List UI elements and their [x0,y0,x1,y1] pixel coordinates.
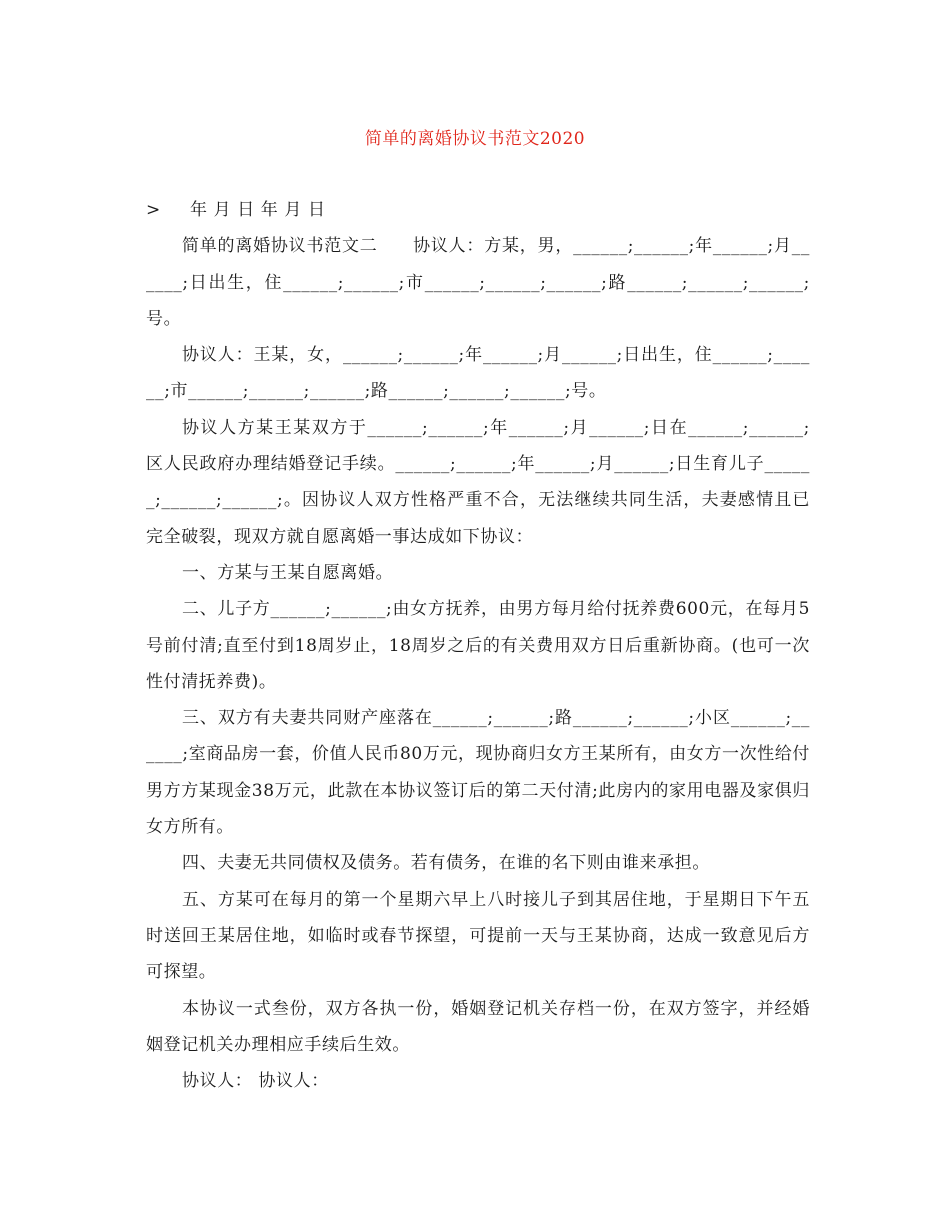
paragraph-clause-5: 五、方某可在每月的第一个星期六早上八时接儿子到其居住地，于星期日下午五时送回王某居住地，如临时或春节探望，可提前一天与王某协商，达成一致意见后方可探望。 [146,889,810,983]
signature-line: 协议人： 协议人： [182,1071,329,1092]
paragraph-copies: 本协议一式叁份，双方各执一份，婚姻登记机关存档一份，在双方签字，并经婚姻登记机关办理相应手续后生效。 [146,998,810,1055]
paragraph-party-b: 协议人：王某，女，______;______;年______;月______;日出生，住______;______;市______;______;______;路______;______;______;号。 [146,345,810,402]
paragraph-clause-4: 四、夫妻无共同债权及债务。若有债务，在谁的名下则由谁来承担。 [182,853,710,874]
date-line-text: 年 月 日 年 月 日 [190,200,326,220]
paragraph-marriage-info: 协议人方某王某双方于______;______;年______;月______;日在______;______;区人民政府办理结婚登记手续。______;______;年______;月______;日生育儿子______;______;______;。因协议人双方性格严重不合，无法继续共同生活，夫妻感情且已完全破裂，现双方就自愿离婚一事达成如下协议： [146,417,810,547]
document-body [146,192,810,1099]
paragraph-clause-3: 三、双方有夫妻共同财产座落在______;______;路______;______;小区______;______;室商品房一套，价值人民币80万元，现协商归女方王某所有，由女方一次性给付男方方某现金38万元，此款在本协议签订后的第二天付清;此房内的家用电器及家俱归女方所有。 [146,708,810,838]
chevron-right-icon: > [146,200,161,220]
paragraph-clause-2: 二、儿子方______;______;由女方抚养，由男方每月给付抚养费600元，在每月5号前付清;直至付到18周岁止，18周岁之后的有关费用双方日后重新协商。(也可一次性付清抚养费)。 [146,599,810,692]
paragraph-clause-1: 一、方某与王某自愿离婚。 [182,562,394,583]
date-line [146,192,810,228]
document-title: 简单的离婚协议书范文2020 [364,129,586,149]
paragraph-party-a: 简单的离婚协议书范文二 协议人：方某，男，______;______;年______;月______;日出生，住______;______;市______;______;______;路______;______;______;号。 [146,236,810,329]
